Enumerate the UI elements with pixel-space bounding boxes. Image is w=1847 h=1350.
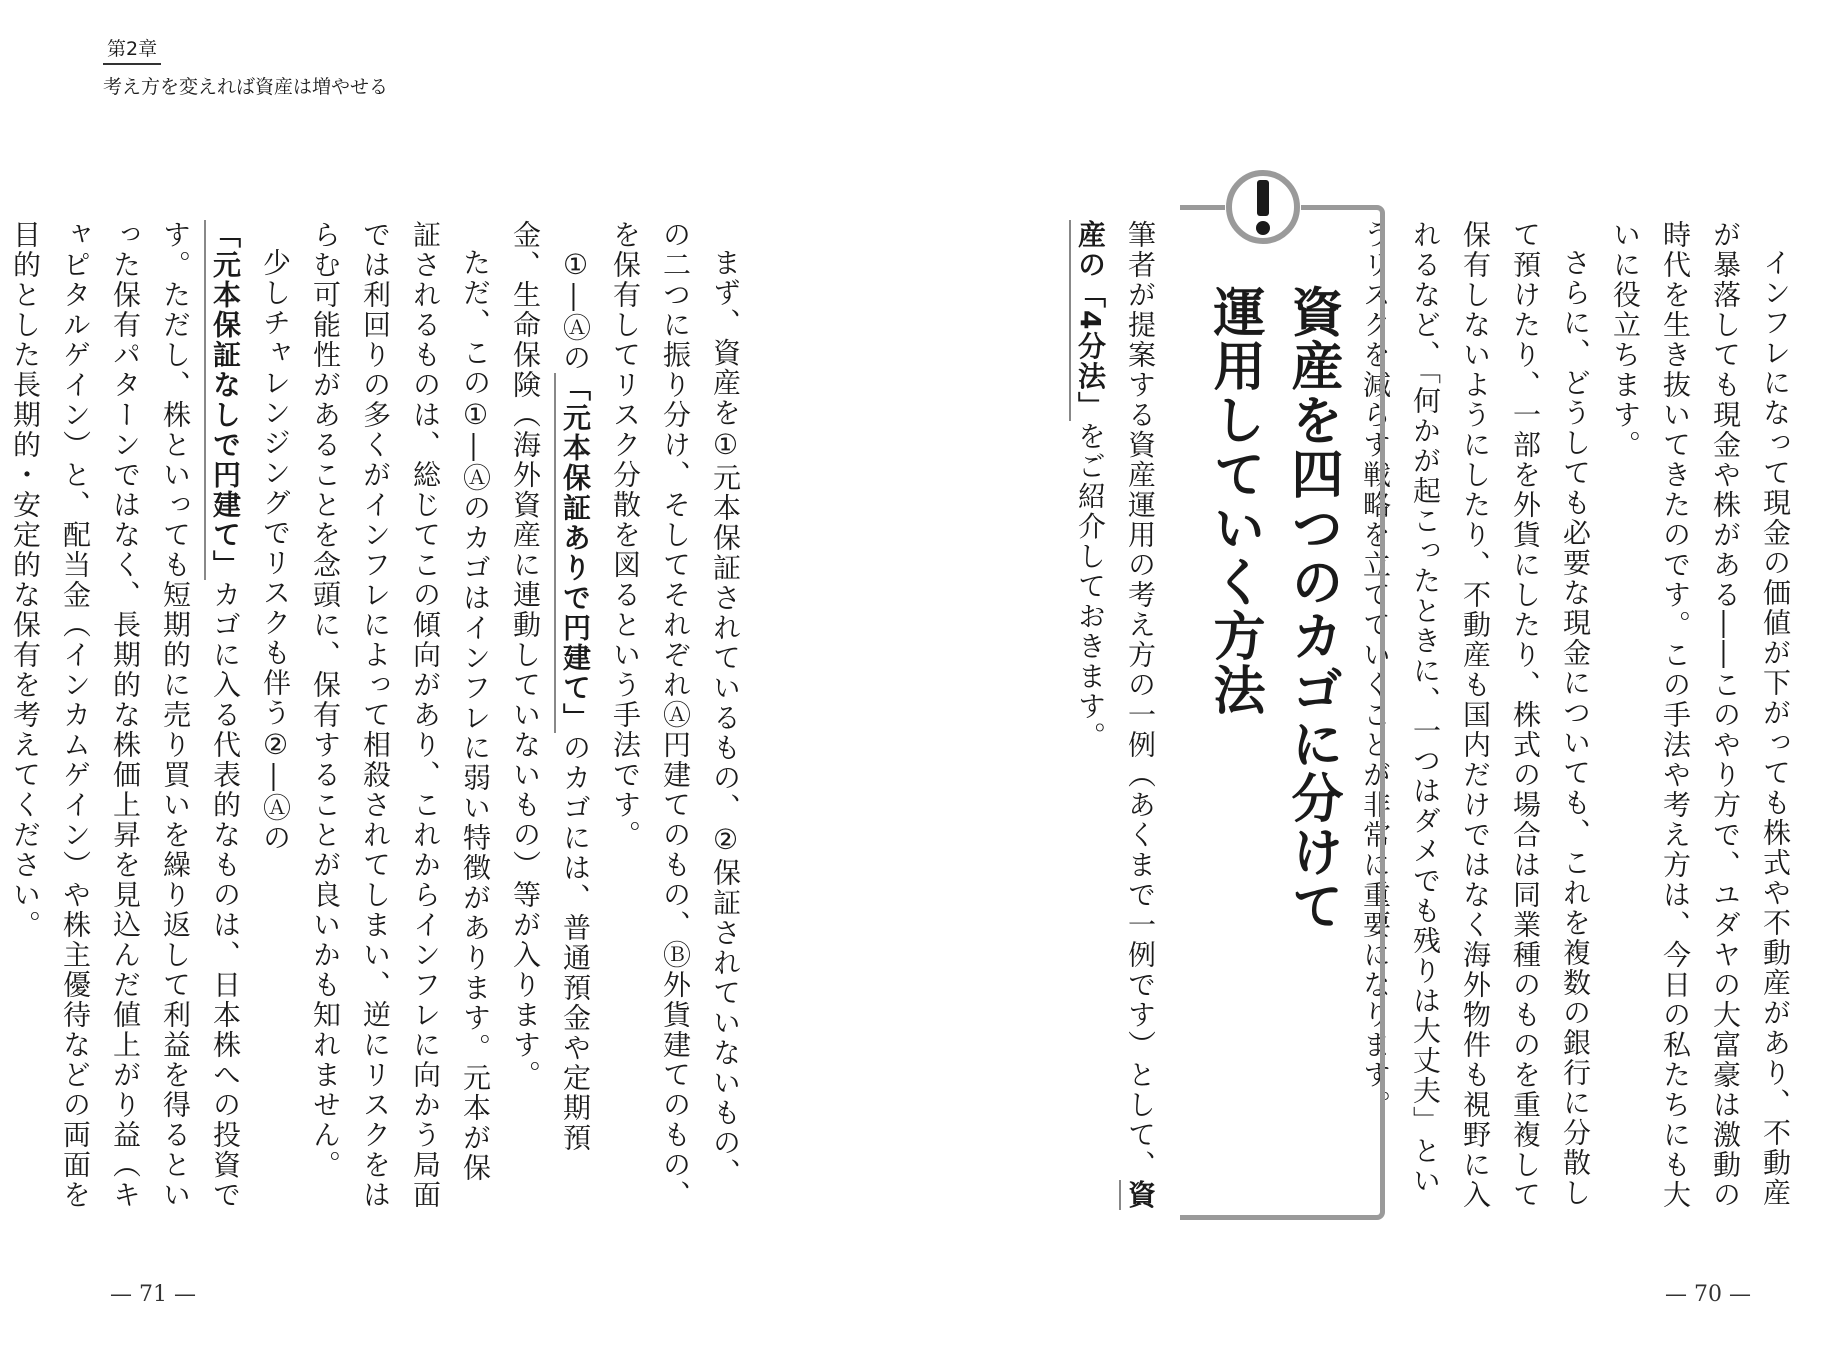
text-run: のカゴには、普通預金や定期預金、生命保険（海外資産に連動していないもの）等が入ります。 bbox=[509, 220, 592, 1153]
lead-text bbox=[1055, 220, 1165, 1210]
page-number-right: — 70 — bbox=[1665, 1282, 1751, 1307]
exclamation-icon bbox=[1225, 160, 1301, 254]
paragraph: さらに、どうしても必要な現金についても、これを複数の銀行に分散して預けたり、一部を外貨にしたり、株式の場合は同業種のものを重複して保有しないようにしたり、不動産も国内だけではなく海外物件も視野に入れるなど、「何かが起こったときに、一つはダメでも残りは大丈夫」というリスクを減らす戦略を立てていくことが非常に重要になります。 bbox=[1359, 220, 1592, 1210]
lead-emphasis: 資産の「4分法」 bbox=[1069, 220, 1157, 1210]
paragraph: まず、資産を①元本保証されているもの、②保証されていないもの、の二つに振り分け、そしてそれぞれⒶ円建てのもの、Ⓑ外貨建てのもの、を保有してリスク分散を図るという手法です。 bbox=[609, 220, 742, 1210]
paragraph: ただ、この①―Ⓐのカゴはインフレに弱い特徴があります。元本が保証されるものは、総じてこの傾向があり、これからインフレに向かう局面では利回りの多くがインフレによって相殺されてしまい、逆にリスクをはらむ可能性があることを念頭に、保有することが良いかも知れません。 bbox=[309, 220, 492, 1210]
chapter-label: 第2章 bbox=[103, 34, 161, 65]
text-run: 少しチャレンジングでリスクも伴う②―Ⓐの bbox=[259, 248, 292, 853]
lead-text-after: をご紹介しておきます。 bbox=[1074, 421, 1107, 752]
emphasis: 「元本保証なしで円建て」 bbox=[204, 220, 242, 580]
paragraph bbox=[500, 220, 600, 1210]
chapter-title: 考え方を変えれば資産は増やせる bbox=[103, 76, 389, 98]
heading-line: 運用していく方法 bbox=[1204, 285, 1264, 717]
paragraph: インフレになって現金の価値が下がっても株式や不動産があり、不動産が暴落しても現金や株がある――このやり方で、ユダヤの大富豪は激動の時代を生き抜いてきたのです。この手法や考え方は、今日の私たちにも大いに役立ちます。 bbox=[1609, 220, 1792, 1210]
heading-line: 資産を四つのカゴに分けて bbox=[1282, 285, 1342, 933]
left-page-body bbox=[9, 220, 750, 1210]
text-run: カゴに入る代表的なものは、日本株への投資です。ただし、株といっても短期的に売り買いを繰り返して利益を得るといった保有パターンではなく、長期的な株価上昇を見込んだ値上がり益（キャピタルゲイン）と、配当金（インカムゲイン）や株主優待などの両面を目的とした長期的・安定的な保有を考えてください。 bbox=[9, 220, 242, 1210]
paragraph bbox=[0, 220, 300, 1210]
section-heading bbox=[1195, 285, 1351, 1185]
lead-paragraph bbox=[1065, 220, 1165, 1210]
emphasis: 「元本保証ありで円建て」 bbox=[554, 373, 592, 733]
page-number-left: — 71 — bbox=[110, 1282, 196, 1307]
lead-text-before: 筆者が提案する資産運用の考え方の一例（あくまで一例です）として、 bbox=[1124, 220, 1157, 1180]
right-page-body bbox=[1359, 220, 1800, 1210]
text-run: ①―Ⓐの bbox=[559, 248, 592, 373]
